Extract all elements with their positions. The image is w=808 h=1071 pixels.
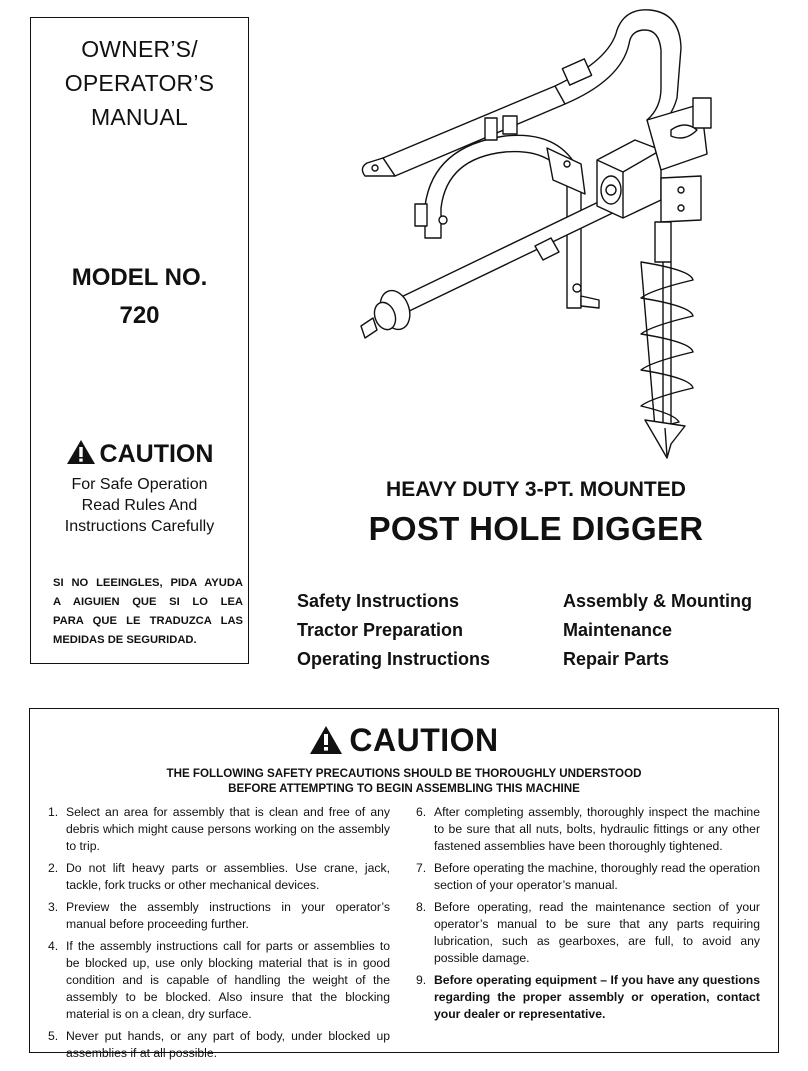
warning-triangle-icon xyxy=(309,725,343,755)
safe-line-1: For Safe Operation xyxy=(71,476,208,493)
spanish-line-4: MEDIDAS DE SEGURIDAD. xyxy=(53,634,197,646)
safe-operation-note xyxy=(31,474,248,537)
item-number: 6. xyxy=(416,805,427,819)
item-text: Before operating equipment – If you have any questions regarding the proper assembly or operation, contact your dealer or representative. xyxy=(434,973,760,1021)
caution-item xyxy=(48,860,390,894)
topics-left-column xyxy=(297,587,490,674)
topic-maintenance: Maintenance xyxy=(563,620,673,640)
item-text: If the assembly instructions call for parts or assemblies to be blocked up, use only blocking material that is in good condition and is capable of handling the weight of the assembly to be blocked. Also insure that the blocking material is on a clean, dry surface. xyxy=(66,939,390,1021)
spanish-notice xyxy=(53,574,243,650)
spanish-line-2: A AIGUIEN QUE SI LO LEA xyxy=(53,596,243,608)
caution-heading-label: CAUTION xyxy=(349,722,499,758)
caution-item xyxy=(416,804,760,855)
caution-item xyxy=(48,1028,390,1062)
owner-line-3: MANUAL xyxy=(90,104,189,130)
item-number: 9. xyxy=(416,973,427,987)
caution-item xyxy=(48,899,390,933)
cover-info-panel xyxy=(30,17,249,664)
product-title: POST HOLE DIGGER xyxy=(368,510,704,547)
item-text: Before operating the machine, thoroughly read the operation section of your operator’s manual. xyxy=(434,861,760,892)
precaution-line-2: BEFORE ATTEMPTING TO BEGIN ASSEMBLING THIS MACHINE xyxy=(228,782,580,795)
caution-item xyxy=(416,899,760,967)
item-number: 3. xyxy=(48,900,59,914)
item-number: 4. xyxy=(48,939,59,953)
spanish-line-1: SI NO LEEINGLES, PIDA AYUDA xyxy=(53,577,243,589)
item-text: Preview the assembly instructions in your operator’s manual before proceeding further. xyxy=(66,900,390,931)
caution-item xyxy=(416,972,760,1023)
manual-title xyxy=(31,32,248,134)
caution-item xyxy=(48,804,390,855)
caution-heading xyxy=(30,722,778,759)
warning-triangle-icon xyxy=(66,439,96,465)
item-text: After completing assembly, thoroughly inspect the machine to be sure that all nuts, bolts, hydraulic fittings or any other fastened assemblies have been thoroughly tightened. xyxy=(434,805,760,853)
post-hole-digger-illustration xyxy=(355,8,785,468)
caution-list-left xyxy=(48,804,390,1067)
model-label: MODEL NO. xyxy=(71,264,208,291)
item-number: 5. xyxy=(48,1029,59,1043)
owner-line-2: OPERATOR’S xyxy=(64,70,215,96)
item-text: Do not lift heavy parts or assemblies. Use crane, jack, tackle, fork trucks or other mechanical devices. xyxy=(66,861,390,892)
caution-list-right xyxy=(416,804,760,1028)
precaution-line-1: THE FOLLOWING SAFETY PRECAUTIONS SHOULD BE THOROUGHLY UNDERSTOOD xyxy=(166,767,642,780)
owner-line-1: OWNER’S/ xyxy=(81,36,198,62)
product-subtitle: HEAVY DUTY 3-PT. MOUNTED xyxy=(386,478,686,501)
topic-operating-instructions: Operating Instructions xyxy=(297,649,491,669)
spanish-line-3: PARA QUE LE TRADUZCA LAS xyxy=(53,615,243,627)
item-number: 1. xyxy=(48,805,59,819)
item-number: 8. xyxy=(416,900,427,914)
item-text: Never put hands, or any part of body, under blocked up assemblies if at all possible. xyxy=(66,1029,390,1060)
caution-header-small xyxy=(31,437,248,471)
caution-box xyxy=(29,708,779,1060)
caution-label-small: CAUTION xyxy=(99,440,214,468)
precaution-statement xyxy=(30,766,778,796)
topic-safety-instructions: Safety Instructions xyxy=(297,591,460,611)
model-number: 720 xyxy=(119,302,160,329)
topic-assembly-mounting: Assembly & Mounting xyxy=(563,591,753,611)
caution-item xyxy=(416,860,760,894)
item-number: 7. xyxy=(416,861,427,875)
safe-line-2: Read Rules And xyxy=(81,497,198,514)
safe-line-3: Instructions Carefully xyxy=(64,518,215,535)
topics-right-column xyxy=(563,587,752,674)
caution-item xyxy=(48,938,390,1023)
item-text: Before operating, read the maintenance section of your operator’s manual to be sure that any parts requiring lubrication, such as gearboxes, are full, to avoid any possible damage. xyxy=(434,900,760,965)
item-number: 2. xyxy=(48,861,59,875)
item-text: Select an area for assembly that is clean and free of any debris which might cause persons working on the assembly to trip. xyxy=(66,805,390,853)
topic-tractor-preparation: Tractor Preparation xyxy=(297,620,464,640)
model-block xyxy=(31,259,248,335)
topic-repair-parts: Repair Parts xyxy=(563,649,670,669)
